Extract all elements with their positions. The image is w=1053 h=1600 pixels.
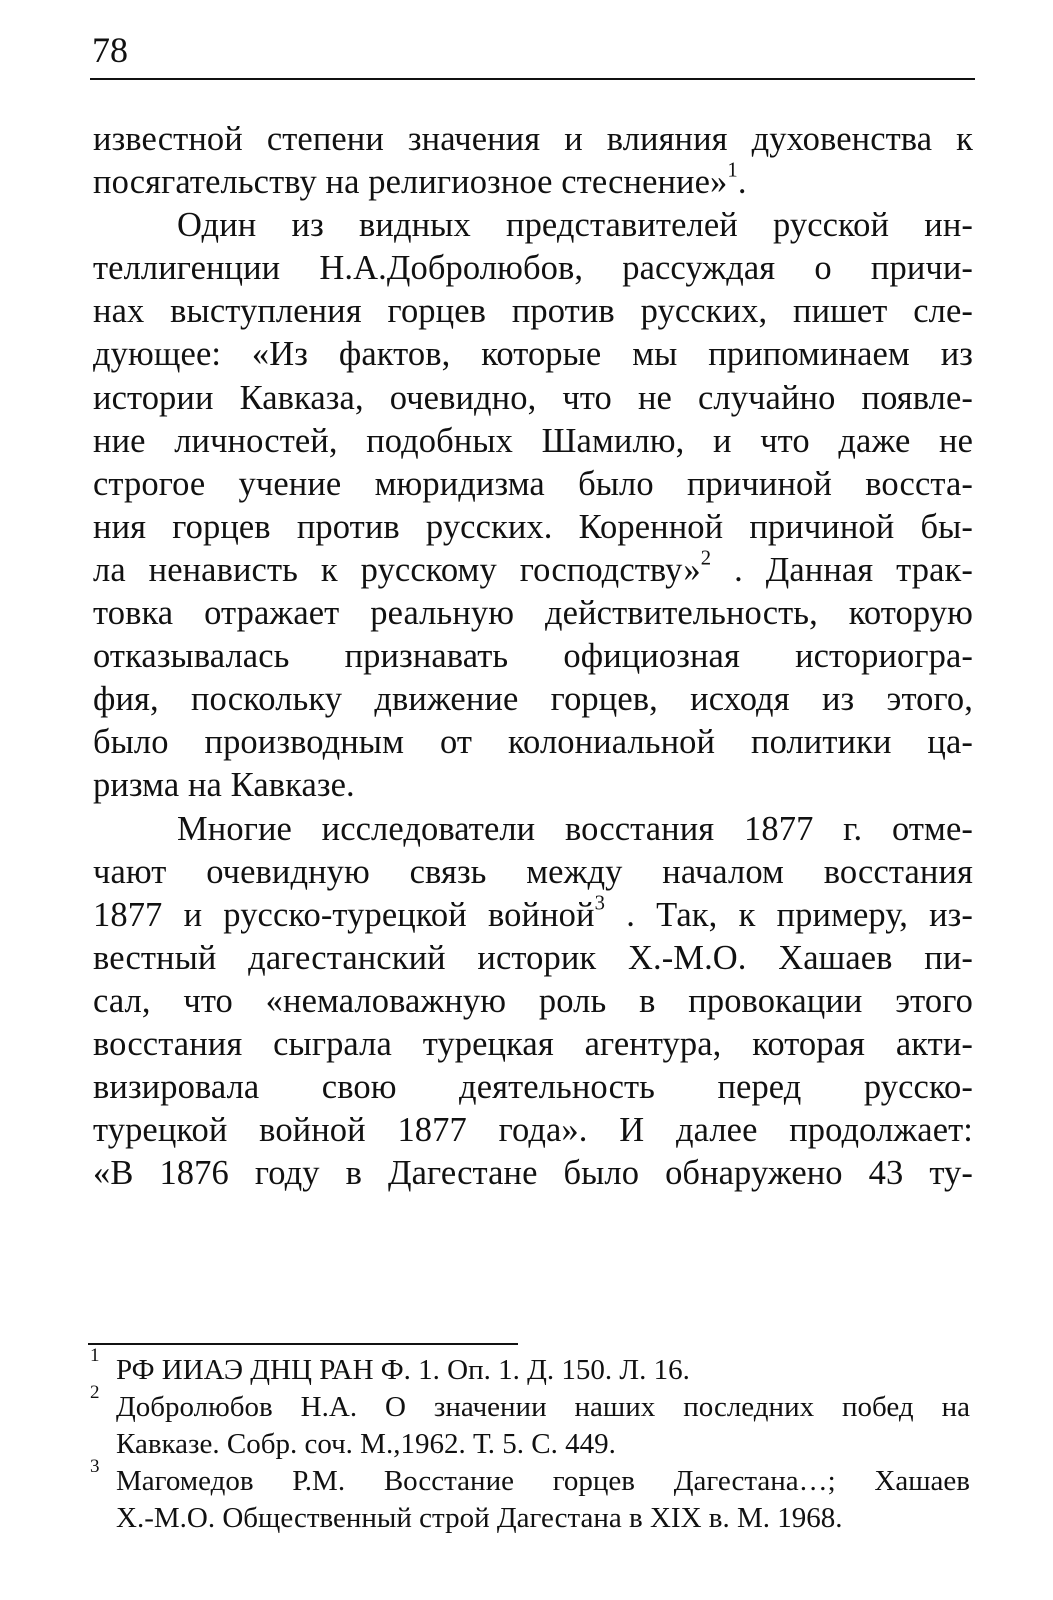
text-line: визировала свою деятельность перед русско- — [93, 1068, 973, 1107]
footnote-3 — [90, 1456, 970, 1537]
footnote-ref: 1 — [727, 159, 738, 182]
header-rule — [90, 78, 975, 80]
text-line: ризма на Кавказе. — [93, 766, 355, 805]
footnotes — [90, 1345, 970, 1537]
text-line: нах выступления горцев против русских, пишет сле- — [93, 292, 973, 331]
text-line: посягательству на религиозное стеснение»$^1$. — [93, 159, 747, 202]
text-line: чают очевидную связь между началом восстания — [93, 852, 973, 891]
footnote-number: 2 — [90, 1382, 100, 1403]
footnote-ref: 3 — [594, 893, 606, 915]
text-line: ния горцев против русских. Коренной причиной бы- — [93, 507, 973, 546]
text-line: восстания сыграла турецкая агентура, которая акти- — [93, 1024, 973, 1063]
text-line: сал, что «немаловажную роль в провокации этого — [93, 981, 973, 1020]
text-line: фия, поскольку движение горцев, исходя из этого, — [93, 680, 973, 719]
text-line: турецкой войной 1877 года». И далее продолжает: — [93, 1111, 973, 1150]
footnote-line: РФ ИИАЭ ДНЦ РАН Ф. 1. Оп. 1. Д. 150. Л. 16. — [116, 1354, 690, 1386]
text-line: истории Кавказа, очевидно, что не случайно появле- — [93, 378, 973, 417]
footnote-1 — [90, 1345, 970, 1389]
text-line: вестный дагестанский историк Х.-М.О. Хашаев пи- — [93, 938, 973, 977]
footnote-line: Х.-М.О. Общественный строй Дагестана в XIX в. М. 1968. — [116, 1502, 843, 1534]
footnote-2 — [90, 1382, 970, 1463]
footnote-line: Кавказе. Собр. соч. М.,1962. Т. 5. С. 449. — [116, 1428, 616, 1460]
text-line: товка отражает реальную действительность, которую — [93, 594, 973, 633]
text-line: ние личностей, подобных Шамилю, и что даже не — [93, 421, 973, 460]
text-line: Многие исследователи восстания 1877 г. отме- — [177, 809, 973, 848]
text-line: было производным от колониальной политики ца- — [93, 723, 973, 762]
text-line: Один из видных представителей русской ин- — [177, 206, 973, 245]
footnote-number: 3 — [90, 1456, 100, 1477]
text-line: 1877 и русско-турецкой войной$^3$ . Так, к примеру, из- — [93, 893, 973, 934]
text-line: «В 1876 году в Дагестане было обнаружено 43 ту- — [93, 1154, 973, 1193]
footnote-ref: 2 — [700, 548, 712, 570]
footnote-line: Добролюбов Н.А. О значении наших последних побед на — [116, 1391, 970, 1423]
text-line: строгое учение мюридизма было причиной восста- — [93, 464, 973, 503]
page-number: 78 — [92, 30, 128, 70]
text-line: ла ненависть к русскому господству»$^2$ . Данная трак- — [93, 548, 973, 589]
footnote-rule — [88, 1343, 518, 1345]
text-line: дующее: «Из фактов, которые мы припоминаем из — [93, 335, 973, 374]
footnote-number: 1 — [90, 1345, 100, 1366]
footnote-line: Магомедов Р.М. Восстание горцев Дагестана…; Хашаев — [116, 1465, 970, 1497]
text-line: отказывалась признавать официозная историогра- — [93, 637, 973, 676]
text-line: известной степени значения и влияния духовенства к — [93, 120, 973, 158]
text-line: теллигенции Н.А.Добролюбов, рассуждая о причи- — [93, 249, 973, 288]
body-text — [93, 118, 973, 1195]
